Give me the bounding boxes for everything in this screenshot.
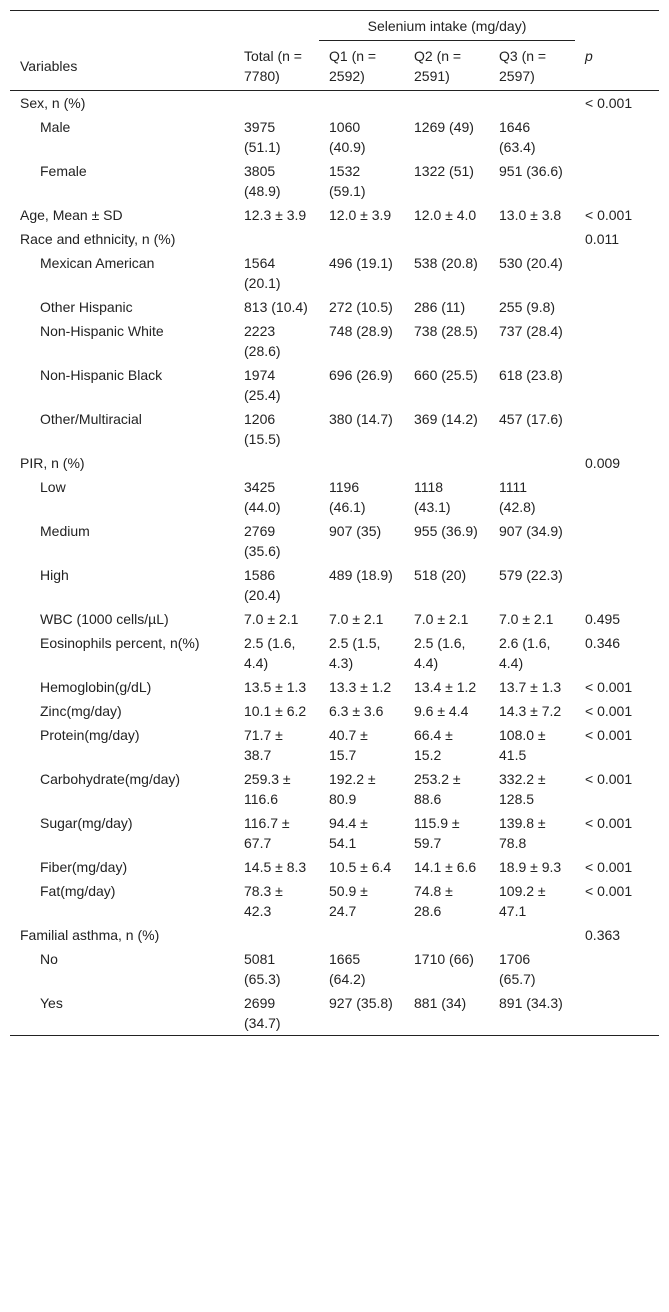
q3-cell: 18.9 ± 9.3 bbox=[499, 859, 562, 875]
q3-cell: 13.0 ± 3.8 bbox=[499, 207, 562, 223]
q2-cell: 66.4 ± 15.2 bbox=[414, 727, 453, 763]
total-cell: 14.5 ± 8.3 bbox=[244, 859, 307, 875]
q2-cell: 2.5 (1.6, 4.4) bbox=[414, 635, 466, 671]
q2-cell: 115.9 ± 59.7 bbox=[414, 815, 460, 851]
table-row bbox=[10, 767, 659, 811]
row-label: Hemoglobin(g/dL) bbox=[40, 679, 152, 695]
total-cell: 78.3 ± 42.3 bbox=[244, 883, 283, 919]
p-value-cell bbox=[575, 363, 659, 407]
p-value-cell: < 0.001 bbox=[585, 815, 633, 831]
p-value-cell: < 0.001 bbox=[585, 727, 633, 743]
q1-cell: 496 (19.1) bbox=[329, 255, 393, 271]
total-cell: 13.5 ± 1.3 bbox=[244, 679, 307, 695]
q3-cell bbox=[489, 227, 575, 251]
p-value-cell: < 0.001 bbox=[585, 771, 633, 787]
q2-cell: 955 (36.9) bbox=[414, 523, 478, 539]
header-group-row bbox=[10, 11, 659, 41]
q3-cell: 951 (36.6) bbox=[499, 163, 563, 179]
q3-cell: 2.6 (1.6, 4.4) bbox=[499, 635, 551, 671]
p-value-cell bbox=[575, 251, 659, 295]
table-row bbox=[10, 115, 659, 159]
q1-cell: 192.2 ± 80.9 bbox=[329, 771, 376, 807]
row-label: Fiber(mg/day) bbox=[40, 859, 128, 875]
variables-header: Variables bbox=[10, 41, 234, 91]
q3-cell: 579 (22.3) bbox=[499, 567, 563, 583]
header-empty-cell bbox=[575, 11, 659, 41]
table-row bbox=[10, 855, 659, 879]
selenium-intake-header: Selenium intake (mg/day) bbox=[319, 11, 575, 41]
q3-cell: 13.7 ± 1.3 bbox=[499, 679, 562, 695]
q2-cell: 12.0 ± 4.0 bbox=[414, 207, 477, 223]
p-value-cell: < 0.001 bbox=[585, 703, 633, 719]
total-cell: 2699 (34.7) bbox=[234, 991, 319, 1036]
row-label: WBC (1000 cells/µL) bbox=[40, 611, 169, 627]
row-label: Other/Multiracial bbox=[40, 411, 142, 427]
row-label: Age, Mean ± SD bbox=[20, 207, 123, 223]
q2-cell: 14.1 ± 6.6 bbox=[414, 859, 477, 875]
table-row bbox=[10, 407, 659, 451]
p-value-cell bbox=[575, 991, 659, 1036]
table-row bbox=[10, 563, 659, 607]
table-row bbox=[10, 227, 659, 251]
q2-cell: 253.2 ± 88.6 bbox=[414, 771, 461, 807]
row-label: Fat(mg/day) bbox=[40, 883, 116, 899]
p-value-cell bbox=[575, 159, 659, 203]
total-cell bbox=[234, 923, 319, 947]
q1-cell bbox=[319, 451, 404, 475]
q2-cell: 286 (11) bbox=[414, 299, 466, 315]
row-label: Race and ethnicity, n (%) bbox=[20, 231, 176, 247]
p-value-cell bbox=[575, 947, 659, 991]
q1-cell: 907 (35) bbox=[329, 523, 382, 539]
total-cell: 10.1 ± 6.2 bbox=[244, 703, 307, 719]
p-value-cell bbox=[575, 319, 659, 363]
row-label: Zinc(mg/day) bbox=[40, 703, 122, 719]
total-cell: 1206 (15.5) bbox=[244, 411, 281, 447]
p-value-cell bbox=[575, 115, 659, 159]
q2-cell: 518 (20) bbox=[414, 567, 467, 583]
q3-cell: 530 (20.4) bbox=[499, 255, 563, 271]
q1-cell bbox=[319, 923, 404, 947]
table-row bbox=[10, 631, 659, 675]
p-value-cell bbox=[575, 563, 659, 607]
total-cell: 2769 (35.6) bbox=[244, 523, 281, 559]
q2-cell: 660 (25.5) bbox=[414, 367, 478, 383]
p-value-cell bbox=[575, 407, 659, 451]
p-value-cell: 0.346 bbox=[585, 635, 621, 651]
row-label: Carbohydrate(mg/day) bbox=[40, 771, 181, 787]
q1-cell: 50.9 ± 24.7 bbox=[329, 883, 368, 919]
table-row bbox=[10, 91, 659, 116]
q3-cell: 1706 (65.7) bbox=[499, 951, 536, 987]
row-label: Sex, n (%) bbox=[20, 95, 86, 111]
table-row bbox=[10, 319, 659, 363]
total-cell: 1564 (20.1) bbox=[244, 255, 281, 291]
p-value-cell bbox=[575, 475, 659, 519]
q2-header: Q2 (n = 2591) bbox=[404, 41, 489, 91]
q1-cell: 40.7 ± 15.7 bbox=[329, 727, 368, 763]
p-value-cell: < 0.001 bbox=[585, 95, 633, 111]
total-cell: 71.7 ± 38.7 bbox=[244, 727, 283, 763]
table-row bbox=[10, 475, 659, 519]
q3-cell: 7.0 ± 2.1 bbox=[499, 611, 554, 627]
q3-cell: 255 (9.8) bbox=[499, 299, 556, 315]
q3-cell: 332.2 ± 128.5 bbox=[499, 771, 546, 807]
p-value-cell bbox=[575, 295, 659, 319]
row-label: PIR, n (%) bbox=[20, 455, 85, 471]
q2-cell: 1710 (66) bbox=[414, 951, 474, 967]
q2-cell: 13.4 ± 1.2 bbox=[414, 679, 477, 695]
header-empty-cell bbox=[10, 11, 234, 41]
total-cell: 7.0 ± 2.1 bbox=[244, 611, 299, 627]
row-label: Mexican American bbox=[40, 255, 155, 271]
q3-cell: 14.3 ± 7.2 bbox=[499, 703, 562, 719]
p-value-cell: 0.011 bbox=[585, 231, 620, 247]
q1-cell: 380 (14.7) bbox=[329, 411, 393, 427]
q3-cell: 1646 (63.4) bbox=[499, 119, 536, 155]
total-cell: 3975 (51.1) bbox=[244, 119, 281, 155]
table-row bbox=[10, 203, 659, 227]
q3-cell bbox=[489, 91, 575, 116]
row-label: Familial asthma, n (%) bbox=[20, 927, 160, 943]
q2-cell: 881 (34) bbox=[404, 991, 489, 1036]
q1-cell: 7.0 ± 2.1 bbox=[329, 611, 384, 627]
table-row bbox=[10, 675, 659, 699]
row-label: Protein(mg/day) bbox=[40, 727, 140, 743]
q2-cell: 1269 (49) bbox=[414, 119, 474, 135]
p-value-cell: < 0.001 bbox=[585, 859, 633, 875]
q2-cell: 538 (20.8) bbox=[414, 255, 478, 271]
q3-cell bbox=[489, 451, 575, 475]
q1-cell: 1196 (46.1) bbox=[329, 479, 366, 515]
table-row bbox=[10, 159, 659, 203]
q1-cell bbox=[319, 91, 404, 116]
p-value-cell: < 0.001 bbox=[585, 883, 633, 899]
row-label: Sugar(mg/day) bbox=[40, 815, 133, 831]
q2-cell: 1322 (51) bbox=[414, 163, 474, 179]
row-label: Low bbox=[40, 479, 66, 495]
total-cell: 5081 (65.3) bbox=[244, 951, 281, 987]
q1-cell: 1060 (40.9) bbox=[329, 119, 366, 155]
q2-cell: 9.6 ± 4.4 bbox=[414, 703, 469, 719]
q1-cell bbox=[319, 227, 404, 251]
total-cell bbox=[234, 451, 319, 475]
p-value-cell: 0.009 bbox=[585, 455, 621, 471]
row-label: Yes bbox=[10, 991, 234, 1036]
q2-cell: 1118 (43.1) bbox=[414, 479, 451, 515]
q2-cell bbox=[404, 923, 489, 947]
q1-cell: 489 (18.9) bbox=[329, 567, 393, 583]
total-cell bbox=[234, 91, 319, 116]
q3-cell: 108.0 ± 41.5 bbox=[499, 727, 546, 763]
p-value-cell: < 0.001 bbox=[585, 207, 633, 223]
q3-cell: 737 (28.4) bbox=[499, 323, 563, 339]
total-cell: 12.3 ± 3.9 bbox=[244, 207, 307, 223]
table-row bbox=[10, 699, 659, 723]
table-row bbox=[10, 519, 659, 563]
q1-cell: 2.5 (1.5, 4.3) bbox=[329, 635, 381, 671]
row-label: Eosinophils percent, n(%) bbox=[40, 635, 200, 651]
table-row bbox=[10, 879, 659, 923]
q3-cell: 907 (34.9) bbox=[499, 523, 563, 539]
q3-cell: 109.2 ± 47.1 bbox=[499, 883, 546, 919]
total-cell: 813 (10.4) bbox=[244, 299, 308, 315]
q1-cell: 748 (28.9) bbox=[329, 323, 393, 339]
row-label: Male bbox=[40, 119, 71, 135]
q3-cell: 139.8 ± 78.8 bbox=[499, 815, 546, 851]
header-empty-cell bbox=[234, 11, 319, 41]
q1-cell: 1665 (64.2) bbox=[329, 951, 366, 987]
p-value-cell: < 0.001 bbox=[585, 679, 633, 695]
q3-cell: 1111 (42.8) bbox=[499, 479, 536, 515]
p-value-cell bbox=[575, 519, 659, 563]
q3-header: Q3 (n = 2597) bbox=[489, 41, 575, 91]
q2-cell: 74.8 ± 28.6 bbox=[414, 883, 453, 919]
q1-cell: 6.3 ± 3.6 bbox=[329, 703, 384, 719]
q1-cell: 927 (35.8) bbox=[319, 991, 404, 1036]
q2-cell bbox=[404, 227, 489, 251]
q1-cell: 10.5 ± 6.4 bbox=[329, 859, 392, 875]
total-cell: 259.3 ± 116.6 bbox=[244, 771, 291, 807]
q3-cell: 618 (23.8) bbox=[499, 367, 563, 383]
total-cell: 116.7 ± 67.7 bbox=[244, 815, 290, 851]
total-cell: 2223 (28.6) bbox=[244, 323, 281, 359]
row-label: Female bbox=[40, 163, 87, 179]
q1-cell: 12.0 ± 3.9 bbox=[329, 207, 392, 223]
table-row bbox=[10, 723, 659, 767]
total-cell: 1586 (20.4) bbox=[244, 567, 281, 603]
q2-cell: 7.0 ± 2.1 bbox=[414, 611, 469, 627]
table-row bbox=[10, 947, 659, 991]
row-label: Non-Hispanic White bbox=[40, 323, 164, 339]
total-cell: 3805 (48.9) bbox=[244, 163, 281, 199]
total-cell: 1974 (25.4) bbox=[244, 367, 281, 403]
row-label: High bbox=[40, 567, 69, 583]
baseline-characteristics-table bbox=[10, 10, 659, 1036]
q2-cell bbox=[404, 451, 489, 475]
table-row bbox=[10, 363, 659, 407]
total-cell: 2.5 (1.6, 4.4) bbox=[244, 635, 296, 671]
q3-cell bbox=[489, 923, 575, 947]
total-cell bbox=[234, 227, 319, 251]
table-row bbox=[10, 451, 659, 475]
q1-cell: 94.4 ± 54.1 bbox=[329, 815, 368, 851]
header-column-row bbox=[10, 41, 659, 91]
row-label: Other Hispanic bbox=[40, 299, 133, 315]
table-row bbox=[10, 991, 659, 1036]
table-row bbox=[10, 607, 659, 631]
q1-cell: 1532 (59.1) bbox=[329, 163, 366, 199]
total-cell: 3425 (44.0) bbox=[244, 479, 281, 515]
p-value-header: p bbox=[575, 41, 659, 91]
row-label: No bbox=[40, 951, 58, 967]
table-row bbox=[10, 295, 659, 319]
p-value-cell: 0.495 bbox=[585, 611, 621, 627]
q1-cell: 696 (26.9) bbox=[329, 367, 393, 383]
row-label: Medium bbox=[40, 523, 90, 539]
q2-cell: 738 (28.5) bbox=[414, 323, 478, 339]
q3-cell: 457 (17.6) bbox=[499, 411, 563, 427]
q3-cell: 891 (34.3) bbox=[489, 991, 575, 1036]
q1-cell: 13.3 ± 1.2 bbox=[329, 679, 392, 695]
q2-cell bbox=[404, 91, 489, 116]
total-header: Total (n = 7780) bbox=[234, 41, 319, 91]
q1-cell: 272 (10.5) bbox=[329, 299, 393, 315]
row-label: Non-Hispanic Black bbox=[40, 367, 163, 383]
table-row bbox=[10, 811, 659, 855]
p-value-cell: 0.363 bbox=[585, 927, 621, 943]
table-row bbox=[10, 923, 659, 947]
q2-cell: 369 (14.2) bbox=[414, 411, 478, 427]
table-row bbox=[10, 251, 659, 295]
q1-header: Q1 (n = 2592) bbox=[319, 41, 404, 91]
